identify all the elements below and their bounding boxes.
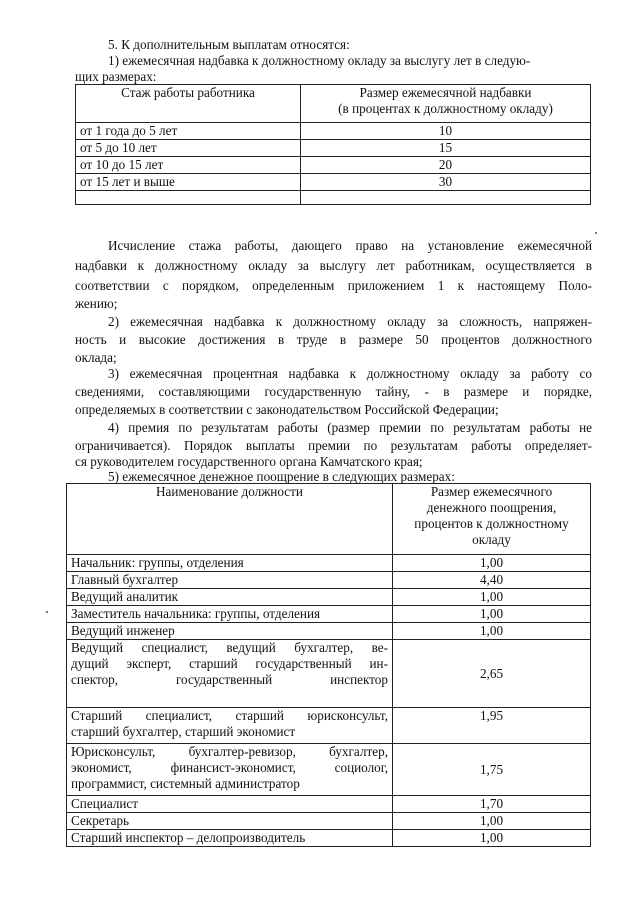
incentive-value: 1,00 xyxy=(393,623,591,640)
table-row xyxy=(76,140,591,157)
table-row xyxy=(67,744,591,796)
incentive-col2-header xyxy=(393,484,591,555)
calc-paragraph-line: соответствии с порядком, определенным приложением 1 к настоящему Поло- xyxy=(75,278,592,293)
position-name-line: Юрисконсульт, бухгалтер-ревизор, бухгалтер, xyxy=(71,744,388,759)
para4-line: ся руководителем государственного органа Камчатского края; xyxy=(75,454,423,469)
incentive-col2-header-line: денежного поощрения, xyxy=(426,500,557,515)
item5-heading: 5. К дополнительным выплатам относятся: xyxy=(108,37,350,52)
table-row xyxy=(67,606,591,623)
position-name-line: экономист, финансист-экономист, социолог, xyxy=(71,760,388,775)
seniority-col2-header-line2: (в процентах к должностному окладу) xyxy=(338,101,553,116)
calc-paragraph-line: жению; xyxy=(75,296,118,311)
position-name xyxy=(67,640,393,708)
position-name-line: дущий эксперт, старший государственный ин- xyxy=(71,656,388,671)
calc-paragraph-line: надбавки к должностному окладу за выслугу лет работникам, осуществляется в xyxy=(75,258,592,273)
para4-line: ограничивается). Порядок выплаты премии по результатам работы определяет- xyxy=(75,438,592,453)
para3-line: сведениями, составляющими государственную тайну, - в размере и порядке, xyxy=(75,384,592,399)
position-name-line: Ведущий специалист, ведущий бухгалтер, ве- xyxy=(71,640,388,655)
incentive-col1-header: Наименование должности xyxy=(67,484,393,555)
position-name: Секретарь xyxy=(67,813,393,830)
position-name xyxy=(67,708,393,744)
para3-line: 3) ежемесячная процентная надбавка к должностному окладу за работу со xyxy=(108,366,592,381)
seniority-value: 20 xyxy=(301,157,591,174)
position-name: Начальник: группы, отделения xyxy=(67,555,393,572)
incentive-value: 1,70 xyxy=(393,796,591,813)
table-row xyxy=(76,157,591,174)
position-name: Старший инспектор – делопроизводитель xyxy=(67,830,393,847)
scan-speck xyxy=(46,611,48,613)
table-row xyxy=(76,174,591,191)
seniority-stage: от 15 лет и выше xyxy=(76,174,301,191)
table-row xyxy=(67,813,591,830)
table-row xyxy=(67,708,591,744)
incentive-value: 1,00 xyxy=(393,606,591,623)
incentive-value: 1,00 xyxy=(393,830,591,847)
position-name-line: спектор, государственный инспектор xyxy=(71,672,388,687)
seniority-table-header xyxy=(76,85,591,123)
position-name: Ведущий инженер xyxy=(67,623,393,640)
position-name-line: программист, системный администратор xyxy=(71,776,300,791)
incentive-col2-header-line: Размер ежемесячного xyxy=(430,484,553,499)
table-row xyxy=(67,796,591,813)
seniority-value: 10 xyxy=(301,123,591,140)
item1-line1: 1) ежемесячная надбавка к должностному окладу за выслугу лет в следую- xyxy=(108,53,531,68)
para5-line: 5) ежемесячное денежное поощрение в следующих размерах: xyxy=(108,469,455,484)
incentive-col2-header-line: окладу xyxy=(472,532,511,547)
position-name-line: старший бухгалтер, старший экономист xyxy=(71,724,296,739)
seniority-col1-header: Стаж работы работника xyxy=(76,85,301,123)
incentive-table xyxy=(66,483,591,847)
table-row xyxy=(67,623,591,640)
incentive-table-header xyxy=(67,484,591,555)
table-row xyxy=(76,123,591,140)
table-row xyxy=(67,589,591,606)
seniority-stage: от 10 до 15 лет xyxy=(76,157,301,174)
table-row xyxy=(67,572,591,589)
incentive-col2-header-line: процентов к должностному xyxy=(414,516,569,531)
position-name: Заместитель начальника: группы, отделения xyxy=(67,606,393,623)
seniority-stage: от 1 года до 5 лет xyxy=(76,123,301,140)
para3-line: определяемых в соответствии с законодательством Российской Федерации; xyxy=(75,402,499,417)
seniority-value: 15 xyxy=(301,140,591,157)
seniority-stage: от 5 до 10 лет xyxy=(76,140,301,157)
table-row xyxy=(67,640,591,708)
seniority-col2-header-line1: Размер ежемесячной надбавки xyxy=(359,85,532,100)
incentive-value: 2,65 xyxy=(393,640,591,708)
position-name xyxy=(67,744,393,796)
item1-line2: щих размерах: xyxy=(75,69,157,84)
para2-line: оклада; xyxy=(75,350,117,365)
table-row xyxy=(67,830,591,847)
incentive-value: 1,00 xyxy=(393,589,591,606)
seniority-col2-header xyxy=(301,85,591,123)
incentive-value: 4,40 xyxy=(393,572,591,589)
para4-line: 4) премия по результатам работы (размер премии по результатам работы не xyxy=(108,420,592,435)
para2-line: 2) ежемесячная надбавка к должностному окладу за сложность, напряжен- xyxy=(108,314,592,329)
seniority-table xyxy=(75,84,591,205)
table-row-empty xyxy=(76,191,591,205)
position-name-line: Старший специалист, старший юрисконсульт, xyxy=(71,708,388,723)
incentive-value: 1,75 xyxy=(393,744,591,796)
seniority-value: 30 xyxy=(301,174,591,191)
position-name: Ведущий аналитик xyxy=(67,589,393,606)
table-row xyxy=(67,555,591,572)
incentive-value: 1,95 xyxy=(393,708,591,744)
scan-speck xyxy=(595,232,597,234)
position-name: Главный бухгалтер xyxy=(67,572,393,589)
position-name: Специалист xyxy=(67,796,393,813)
incentive-value: 1,00 xyxy=(393,813,591,830)
calc-paragraph-line: Исчисление стажа работы, дающего право на установление ежемесячной xyxy=(108,238,592,253)
incentive-value: 1,00 xyxy=(393,555,591,572)
para2-line: ность и высокие достижения в труде в размере 50 процентов должностного xyxy=(75,332,592,347)
